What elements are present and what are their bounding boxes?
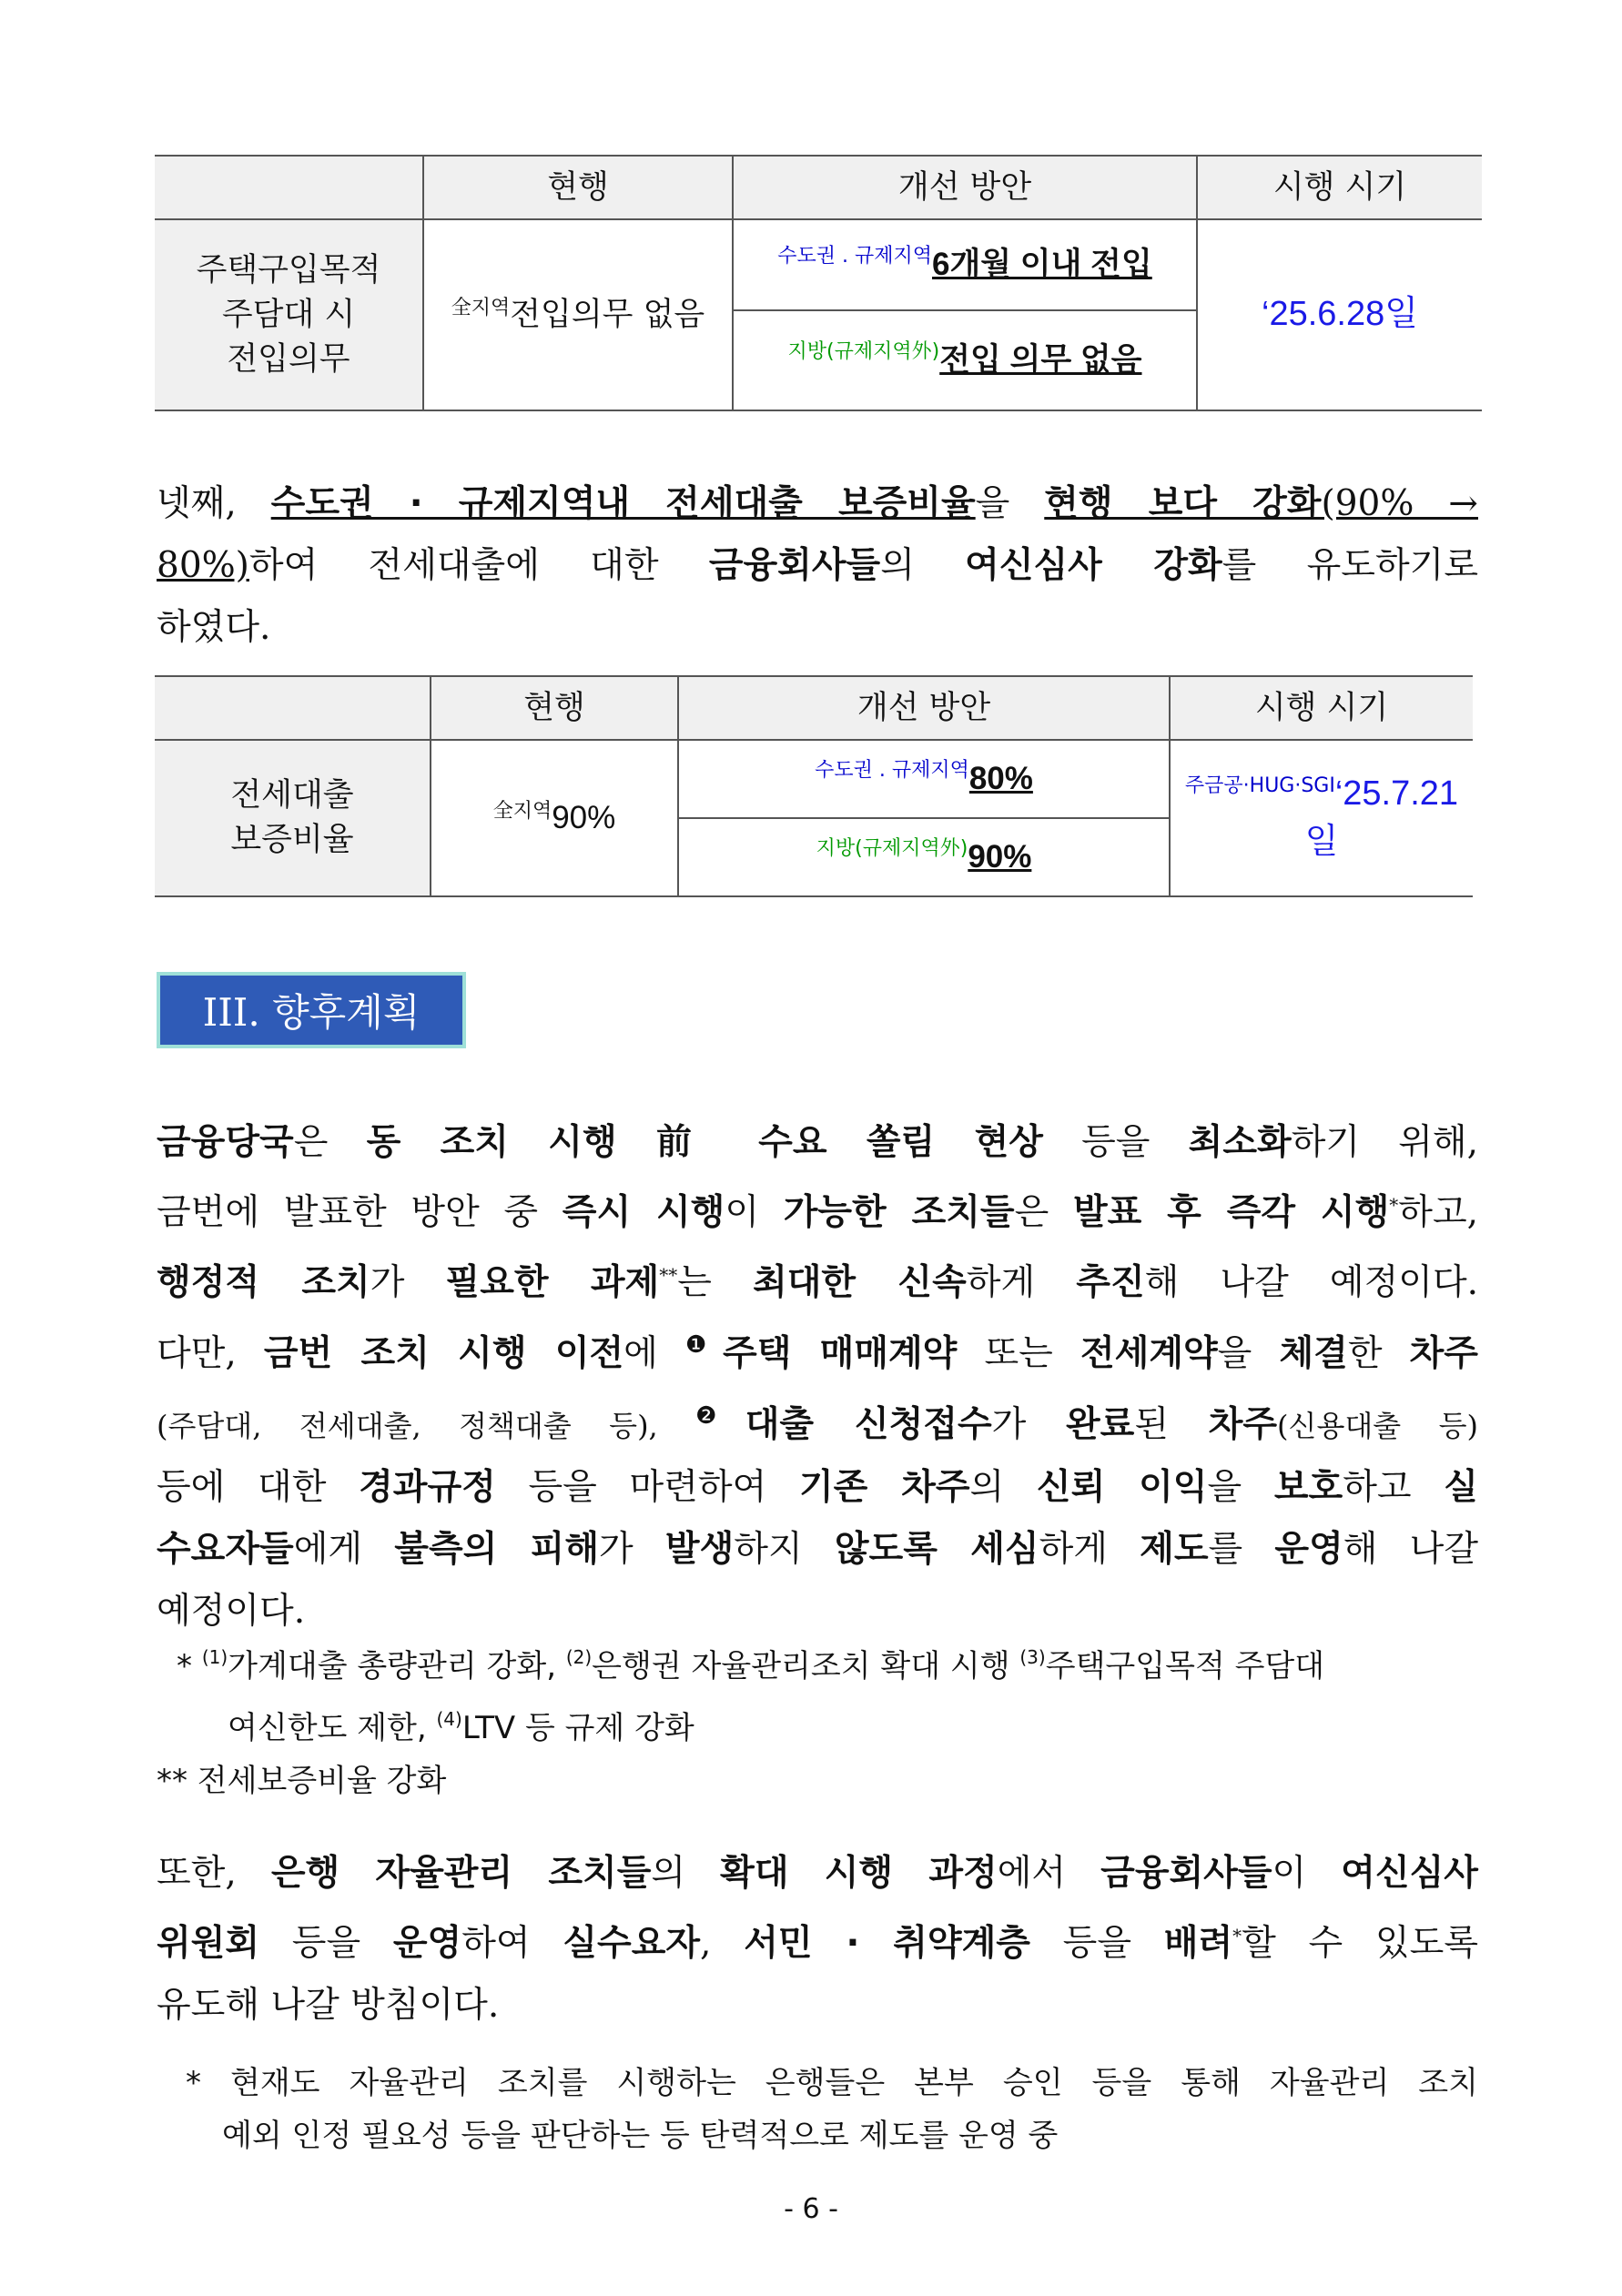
header-plan: 개선 방안 bbox=[678, 676, 1170, 740]
text-line: 유도해 나갈 방침이다. bbox=[157, 1985, 500, 2026]
row-label-line: 주담대 시 bbox=[221, 296, 356, 333]
header-date: 시행 시기 bbox=[1197, 156, 1482, 219]
plan-cell-local bbox=[678, 818, 1170, 896]
plan-cell-local bbox=[733, 310, 1197, 410]
row-label-line: 전입의무 bbox=[227, 340, 350, 378]
date-value: ‘25.7.21 bbox=[1334, 774, 1459, 813]
current-value: 전입의무 없음 bbox=[510, 296, 705, 333]
page-number: - 6 - bbox=[784, 2193, 838, 2225]
header-plan: 개선 방안 bbox=[733, 156, 1197, 219]
text-line: 수요자들에게 불측의 피해가 발생하지 않도록 세심하게 제도를 운영해 나갈 bbox=[157, 1529, 1479, 1570]
current-scope: 全지역 bbox=[451, 296, 511, 319]
footnote-banks bbox=[157, 2057, 1478, 2162]
note-line: * $^{(1)}$가계대출 총량관리 강화, $^{(2)}$은행권 자율관리조치 확대 시행 $^{(3)}$주택구입목적 주담대 bbox=[177, 1646, 1325, 1684]
current-cell bbox=[431, 740, 678, 896]
date-scope: 주금공·HUG·SGI bbox=[1184, 774, 1335, 797]
plan-scope: 수도권 . 규제지역 bbox=[777, 245, 932, 268]
text-line: 금번에 발표한 방안 중 즉시 시행이 가능한 조치들은 발표 후 즉각 시행*하고, bbox=[157, 1192, 1479, 1233]
text-line: 또한, 은행 자율관리 조치들의 확대 시행 과정에서 금융회사들이 여신심사 bbox=[157, 1853, 1478, 1894]
table-move-in-obligation bbox=[155, 155, 1482, 411]
text-line: 위원회 등을 운영하여 실수요자, 서민 · 취약계층 등을 배려*할 수 있도록 bbox=[157, 1923, 1478, 1964]
section-heading: III. 향후계획 bbox=[157, 972, 466, 1048]
note-line: 예외 인정 필요성 등을 판단하는 등 탄력적으로 제도를 운영 중 bbox=[222, 2118, 1059, 2154]
plan-cell-metro bbox=[678, 740, 1170, 818]
row-label-line: 주택구입목적 bbox=[196, 251, 381, 288]
text-line: 80%)하여 전세대출에 대한 금융회사들의 여신심사 강화를 유도하기로 bbox=[157, 545, 1478, 586]
table-header-row bbox=[155, 676, 1473, 740]
row-label bbox=[155, 219, 423, 410]
current-scope: 全지역 bbox=[492, 800, 552, 823]
row-label bbox=[155, 740, 431, 896]
header-current: 현행 bbox=[423, 156, 733, 219]
plan-value: 전입 의무 없음 bbox=[939, 342, 1142, 378]
current-value: 90% bbox=[552, 800, 616, 835]
date-value: ‘25.6.28 bbox=[1262, 295, 1385, 334]
date-suffix: 일 bbox=[1304, 823, 1339, 861]
plan-scope: 수도권 . 규제지역 bbox=[815, 759, 969, 782]
plan-scope: 지방(규제지역外) bbox=[816, 837, 968, 860]
plan-value: 90% bbox=[968, 839, 1032, 875]
row-label-line: 보증비율 bbox=[230, 822, 354, 858]
text-line: 금융당국은 동 조치 시행 前 수요 쏠림 현상 등을 최소화하기 위해, bbox=[157, 1122, 1478, 1163]
text-line: 등에 대한 경과규정 등을 마련하여 기존 차주의 신뢰 이익을 보호하고 실 bbox=[157, 1467, 1478, 1508]
plan-cell-metro bbox=[733, 219, 1197, 310]
note-line: * 현재도 자율관리 조치를 시행하는 은행들은 본부 승인 등을 통해 자율관리 조치 bbox=[186, 2065, 1478, 2101]
plan-value: 80% bbox=[968, 761, 1033, 796]
date-suffix: 일 bbox=[1384, 295, 1418, 334]
text-line: (주담대, 전세대출, 정책대출 등), $^❷$대출 신청접수가 완료된 차주(신용대출 등) bbox=[157, 1402, 1479, 1445]
table-header-row bbox=[155, 156, 1482, 219]
table-guarantee-ratio bbox=[155, 675, 1473, 897]
header-blank bbox=[155, 676, 431, 740]
plan-value: 6개월 이내 전입 bbox=[931, 247, 1152, 282]
text-line: 하였다. bbox=[157, 607, 271, 648]
paragraph-fourth bbox=[157, 473, 1478, 659]
paragraph-future-plan bbox=[157, 1112, 1478, 1643]
text-line: 넷째, 수도권 · 규제지역내 전세대출 보증비율을 현행 보다 강화(90% → bbox=[157, 483, 1478, 524]
table-row bbox=[155, 740, 1473, 818]
table-row bbox=[155, 219, 1482, 310]
footnote-measures bbox=[157, 1631, 1478, 1807]
text-line: 행정적 조치가 필요한 과제**는 최대한 신속하게 추진해 나갈 예정이다. bbox=[157, 1262, 1479, 1303]
current-cell bbox=[423, 219, 733, 410]
date-cell bbox=[1170, 740, 1473, 896]
paragraph-bank-self-management bbox=[157, 1843, 1478, 2037]
header-date: 시행 시기 bbox=[1170, 676, 1473, 740]
text-line: 다만, 금번 조치 시행 이전에 $^❶$주택 매매계약 또는 전세계약을 체결한 차주 bbox=[157, 1331, 1478, 1374]
plan-scope: 지방(규제지역外) bbox=[787, 340, 940, 363]
header-current: 현행 bbox=[431, 676, 678, 740]
date-cell bbox=[1197, 219, 1482, 410]
note-line: ** 전세보증비율 강화 bbox=[157, 1763, 447, 1799]
header-blank bbox=[155, 156, 423, 219]
text-line: 예정이다. bbox=[157, 1591, 306, 1632]
row-label-line: 전세대출 bbox=[230, 777, 354, 814]
note-line: 여신한도 제한, $^{(4)}$LTV 등 규제 강화 bbox=[228, 1708, 694, 1746]
